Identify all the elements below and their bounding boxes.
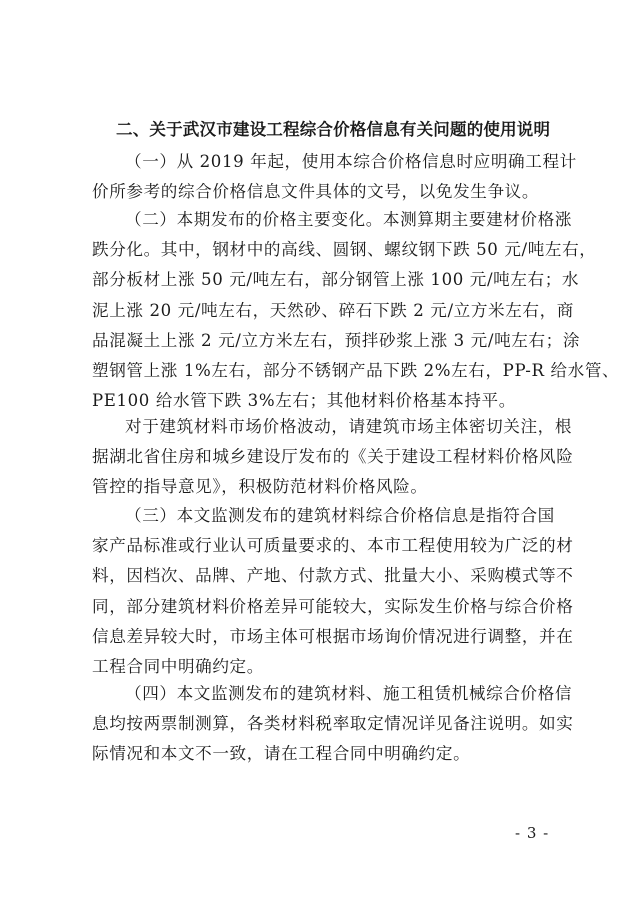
paragraph-line: 际情况和本文不一致，请在工程合同中明确约定。 [92, 744, 471, 764]
paragraph-1 [92, 147, 577, 207]
paragraph-line: （一）从 2019 年起，使用本综合价格信息时应明确工程计 [125, 152, 577, 171]
paragraph-line: 价所参考的综合价格信息文件具体的文号，以免发生争议。 [92, 182, 540, 202]
paragraph-line: 对于建筑材料市场价格波动，请建筑市场主体密切关注，根 [125, 417, 573, 436]
paragraph-line: 跌分化。其中，钢材中的高线、圆钢、螺纹钢下跌 50 元/吨左右， [92, 240, 597, 260]
paragraph-line: 工程合同中明确约定。 [92, 657, 264, 677]
paragraph-line: 部分板材上涨 50 元/吨左右，部分钢管上涨 100 元/吨左右；水 [92, 270, 580, 290]
paragraph-line: 息均按两票制测算，各类材料税率取定情况详见备注说明。如实 [92, 714, 574, 734]
paragraph-line: 塑钢管上涨 1%左右，部分不锈钢产品下跌 2%左右，PP-R 给水管、 [92, 361, 620, 381]
paragraph-4 [92, 501, 574, 682]
paragraph-3 [92, 412, 574, 503]
paragraph-line: 同，部分建筑材料价格差异可能较大，实际发生价格与综合价格 [92, 596, 574, 616]
paragraph-line: 料，因档次、品牌、产地、付款方式、批量大小、采购模式等不 [92, 566, 574, 586]
paragraph-line: PE100 给水管下跌 3%左右；其他材料价格基本持平。 [92, 391, 516, 411]
paragraph-line: 品混凝土上涨 2 元/立方米左右，预拌砂浆上涨 3 元/吨左右；涂 [92, 330, 581, 350]
paragraph-line: 管控的指导意见》，积极防范材料价格风险。 [92, 477, 428, 497]
paragraph-line: 泥上涨 20 元/吨左右，天然砂、碎石下跌 2 元/立方米左右，商 [92, 300, 575, 320]
paragraph-5 [92, 679, 574, 770]
paragraph-line: （三）本文监测发布的建筑材料综合价格信息是指符合国 [125, 506, 555, 525]
paragraph-line: （二）本期发布的价格主要变化。本测算期主要建材价格涨 [125, 210, 573, 229]
paragraph-line: （四）本文监测发布的建筑材料、施工租赁机械综合价格信 [125, 684, 573, 703]
paragraph-2 [92, 205, 620, 416]
paragraph-line: 信息差异较大时，市场主体可根据市场询价情况进行调整，并在 [92, 626, 574, 646]
paragraph-line: 家产品标准或行业认可质量要求的、本市工程使用较为广泛的材 [92, 536, 574, 556]
section-heading: 二、关于武汉市建设工程综合价格信息有关问题的使用说明 [116, 120, 551, 139]
page-number: - 3 - [515, 824, 550, 842]
paragraph-line: 据湖北省住房和城乡建设厅发布的《关于建设工程材料价格风险 [92, 447, 574, 467]
